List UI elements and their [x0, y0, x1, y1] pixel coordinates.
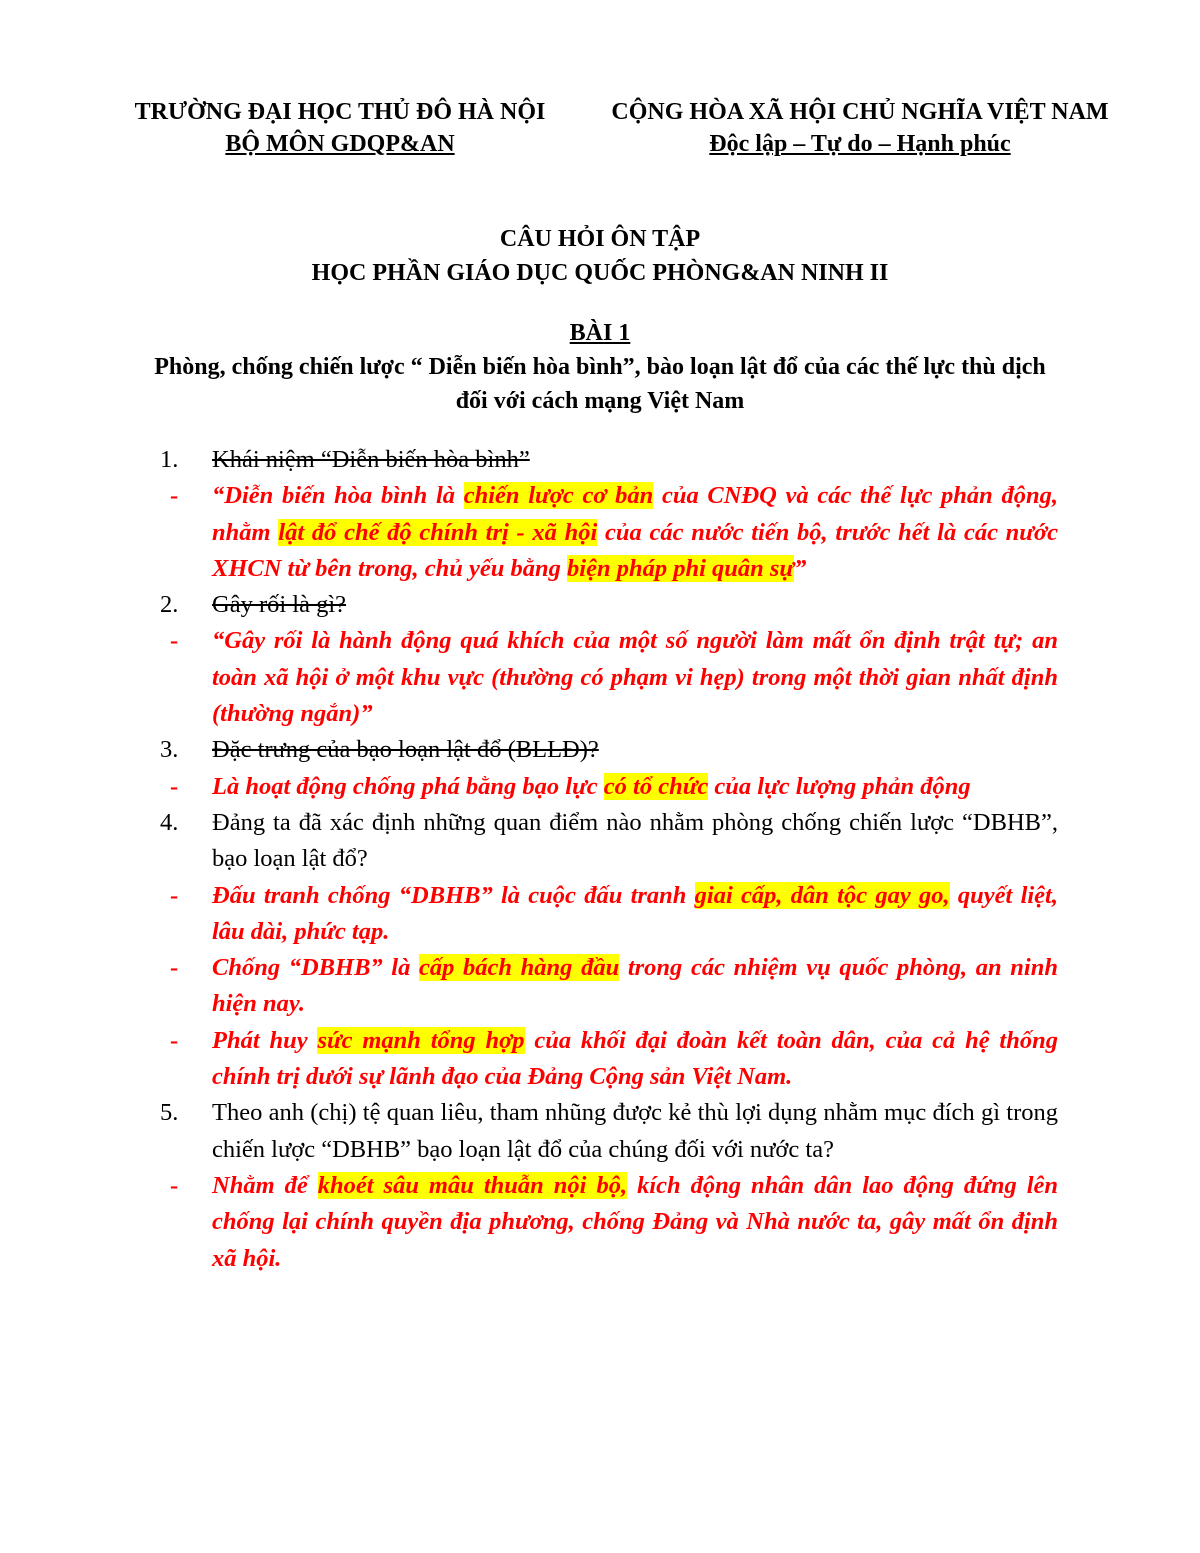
answer-text: kích động nhân dân lao động đứng lên chống lại chính quyền địa phương, chống Đảng và Nhà nước ta, gây mất ổn định xã hội.: [212, 1171, 1058, 1272]
lesson-subtitle: Phòng, chống chiến lược “ Diễn biến hòa bình”, bào loạn lật đổ của các thế lực thù dịch đối với cách mạng Việt Nam: [154, 354, 1046, 414]
question-1: [160, 442, 1058, 478]
answer-4b: [160, 950, 1058, 1023]
lesson-number: BÀI 1: [569, 320, 631, 346]
question-number: 2.: [160, 591, 179, 619]
answer-text: quyết liệt, lâu dài, phức tạp.: [212, 881, 1058, 945]
national-motto: Độc lập – Tự do – Hạnh phúc: [709, 131, 1011, 157]
dash-bullet: -: [170, 627, 179, 655]
answer-4c: [160, 1023, 1058, 1096]
answer-3: [160, 769, 1058, 805]
highlight: cấp bách hàng đầu: [419, 954, 620, 982]
header-right: [580, 96, 1140, 160]
school-name: TRƯỜNG ĐẠI HỌC THỦ ĐÔ HÀ NỘI: [134, 99, 546, 125]
highlight: giai cấp, dân tộc gay go,: [694, 881, 950, 909]
question-5: [160, 1095, 1058, 1168]
highlight: biện pháp phi quân sự: [567, 554, 795, 582]
answer-text: Là hoạt động chống phá bằng bạo lực: [212, 772, 604, 800]
highlight: có tổ chức: [603, 772, 709, 800]
question-text: Theo anh (chị) tệ quan liêu, tham nhũng được kẻ thù lợi dụng nhằm mục đích gì trong chiến lược “DBHB” bạo loạn lật đổ của chúng đối với nước ta?: [212, 1099, 1058, 1163]
question-number: 4.: [160, 808, 179, 836]
header-left: [100, 96, 580, 160]
answer-text: ”: [794, 554, 807, 582]
answer-text: Phát huy: [212, 1026, 318, 1054]
question-2: [160, 587, 1058, 623]
question-number: 1.: [160, 446, 179, 473]
question-list: [160, 442, 1058, 1277]
answer-text: “Diễn biến hòa bình là: [212, 482, 464, 510]
answer-text: của lực lượng phản động: [708, 772, 971, 800]
answer-text: trong các nhiệm vụ quốc phòng, an ninh hiện nay.: [212, 954, 1058, 1018]
title-line-2: HỌC PHẦN GIÁO DỤC QUỐC PHÒNG&AN NINH II: [311, 260, 889, 286]
title-line-1: CÂU HỎI ÔN TẬP: [499, 226, 701, 252]
question-4: [160, 805, 1058, 878]
dash-bullet: -: [170, 1171, 179, 1199]
answer-text: của khối đại đoàn kết toàn dân, của cả hệ thống chính trị dưới sự lãnh đạo của Đảng Cộng sản Việt Nam.: [212, 1026, 1058, 1091]
document-title: [0, 222, 1200, 290]
question-text: Khái niệm “Diễn biến hòa bình”: [212, 446, 530, 473]
answer-1: [160, 478, 1058, 587]
question-number: 3.: [160, 736, 179, 764]
highlight: khoét sâu mâu thuẫn nội bộ,: [317, 1171, 628, 1199]
answer-2: [160, 623, 1058, 732]
question-number: 5.: [160, 1099, 179, 1127]
highlight: lật đổ chế độ chính trị - xã hội: [278, 518, 598, 546]
dash-bullet: -: [170, 1026, 179, 1054]
lesson-heading: [140, 316, 1060, 418]
answer-4a: [160, 878, 1058, 951]
dash-bullet: -: [170, 954, 179, 982]
dash-bullet: -: [170, 772, 179, 800]
answer-text: của các nước tiến bộ, trước hết là các nước XHCN từ bên trong, chủ yếu bằng: [212, 518, 1058, 582]
answer-text: Đấu tranh chống “DBHB” là cuộc đấu tranh: [212, 881, 695, 909]
dash-bullet: -: [170, 881, 179, 909]
answer-text: “Gây rối là hành động quá khích của một số người làm mất ổn định trật tự; an toàn xã hội ở một khu vực (thường có phạm vi hẹp) trong một thời gian nhất định (thường ngắn)”: [212, 627, 1058, 728]
question-3: [160, 732, 1058, 768]
dash-bullet: -: [170, 482, 179, 510]
answer-text: Chống “DBHB” là: [212, 954, 420, 982]
highlight: chiến lược cơ bản: [463, 482, 654, 510]
department-name: BỘ MÔN GDQP&AN: [225, 131, 455, 157]
document-header: [0, 96, 1200, 166]
answer-5: [160, 1168, 1058, 1277]
question-text: Đảng ta đã xác định những quan điểm nào nhằm phòng chống chiến lược “DBHB”, bạo loạn lật đổ?: [212, 808, 1058, 873]
answer-text: của CNĐQ và các thế lực phản động, nhằm: [212, 482, 1058, 546]
question-text: Gây rối là gì?: [212, 591, 347, 619]
highlight: sức mạnh tổng hợp: [317, 1026, 525, 1054]
answer-text: Nhằm để: [212, 1171, 318, 1199]
country-name: CỘNG HÒA XÃ HỘI CHỦ NGHĨA VIỆT NAM: [611, 99, 1109, 125]
question-text: Đặc trưng của bạo loạn lật đổ (BLLĐ)?: [212, 736, 599, 764]
